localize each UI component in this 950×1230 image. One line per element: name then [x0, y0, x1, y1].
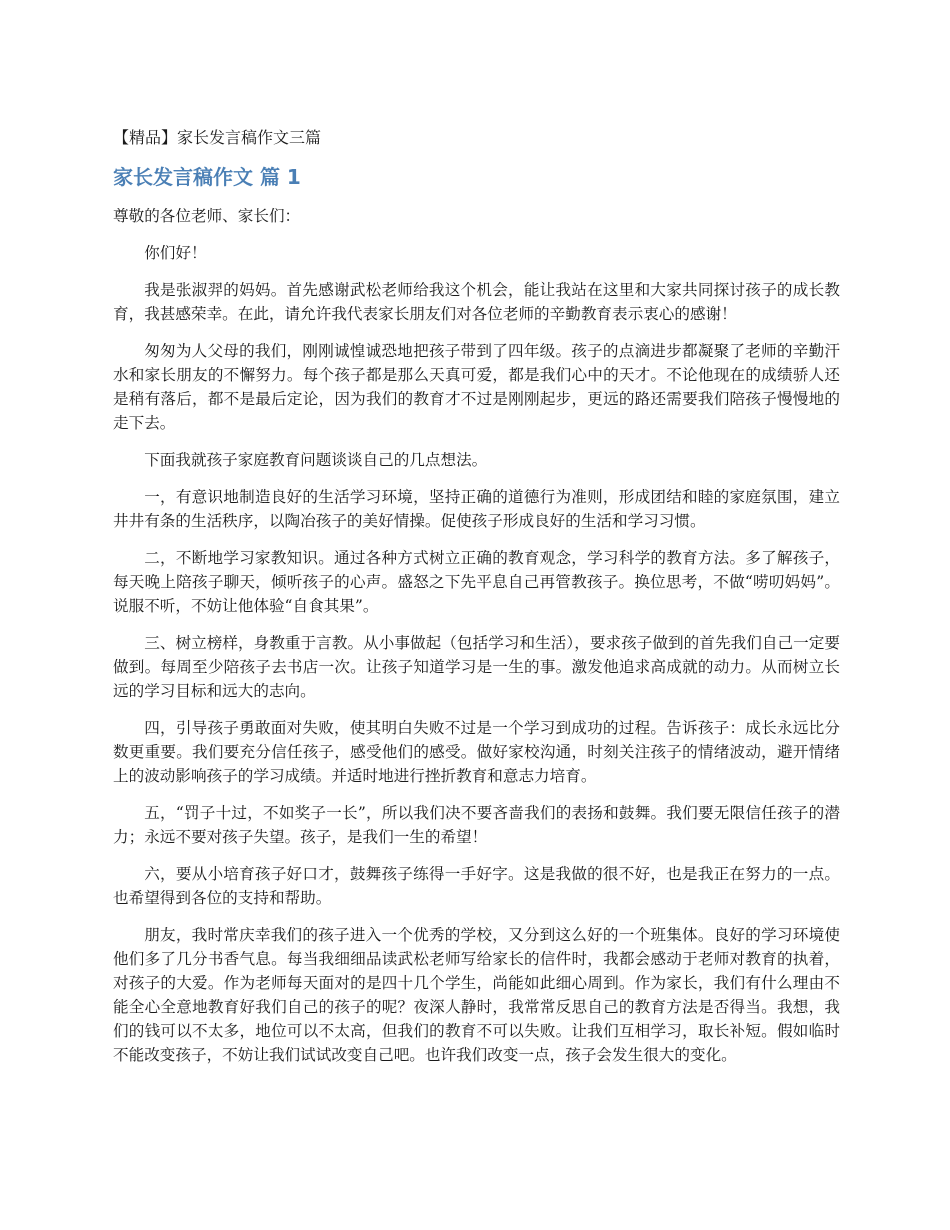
body-paragraph: 匆匆为人父母的我们，刚刚诚惶诚恐地把孩子带到了四年级。孩子的点滴进步都凝聚了老师的辛勤汗水和家长朋友的不懈努力。每个孩子都是那么天真可爱，都是我们心中的天才。不论他现在的成绩骄人还是稍有落后，都不是最后定论，因为我们的教育才不过是刚刚起步，更远的路还需要我们陪孩子慢慢地的走下去。: [113, 342, 840, 432]
body-paragraph: 三、树立榜样，身教重于言教。从小事做起（包括学习和生活），要求孩子做到的首先我们自己一定要做到。每周至少陪孩子去书店一次。让孩子知道学习是一生的事。激发他追求高成就的动力。从而树立长远的学习目标和远大的志向。: [113, 634, 840, 700]
body-paragraph: 我是张淑羿的妈妈。首先感谢武松老师给我这个机会，能让我站在这里和大家共同探讨孩子的成长教育，我甚感荣幸。在此，请允许我代表家长朋友们对各位老师的辛勤教育表示衷心的感谢！: [113, 281, 840, 323]
section-heading: 家长发言稿作文 篇 1: [113, 165, 301, 189]
body-paragraph: 下面我就孩子家庭教育问题谈谈自己的几点想法。: [144, 451, 488, 469]
greeting-paragraph: 你们好！: [144, 244, 207, 262]
body-paragraph: 六，要从小培育孩子好口才，鼓舞孩子练得一手好字。这是我做的很不好，也是我正在努力的一点。也希望得到各位的支持和帮助。: [113, 865, 840, 907]
document-title: 【精品】家长发言稿作文三篇: [113, 128, 322, 147]
body-paragraph: 一，有意识地制造良好的生活学习环境，坚持正确的道德行为准则，形成团结和睦的家庭氛围，建立井井有条的生活秩序，以陶冶孩子的美好情操。促使孩子形成良好的生活和学习习惯。: [113, 488, 840, 530]
article-body: [113, 204, 840, 1080]
body-paragraph: 四，引导孩子勇敢面对失败，使其明白失败不过是一个学习到成功的过程。告诉孩子：成长永远比分数更重要。我们要充分信任孩子，感受他们的感受。做好家校沟通，时刻关注孩子的情绪波动，避开情绪上的波动影响孩子的学习成绩。并适时地进行挫折教育和意志力培育。: [113, 719, 840, 785]
body-paragraph: 朋友，我时常庆幸我们的孩子进入一个优秀的学校，又分到这么好的一个班集体。良好的学习环境使他们多了几分书香气息。每当我细细品读武松老师写给家长的信件时，我都会感动于老师对教育的执着，对孩子的大爱。作为老师每天面对的是四十几个学生，尚能如此细心周到。作为家长，我们有什么理由不能全心全意地教育好我们自己的孩子的呢？夜深人静时，我常常反思自己的教育方法是否得当。我想，我们的钱可以不太多，地位可以不太高，但我们的教育不可以失败。让我们互相学习，取长补短。假如临时不能改变孩子，不妨让我们试试改变自己吧。也许我们改变一点，孩子会发生很大的变化。: [113, 926, 840, 1064]
body-paragraph: 二，不断地学习家教知识。通过各种方式树立正确的教育观念，学习科学的教育方法。多了解孩子，每天晚上陪孩子聊天，倾听孩子的心声。盛怒之下先平息自己再管教孩子。换位思考，不做“唠叨妈妈”。说服不听，不妨让他体验“自食其果”。: [113, 549, 840, 615]
body-paragraph: 五，“罚子十过，不如奖子一长”，所以我们决不要吝啬我们的表扬和鼓舞。我们要无限信任孩子的潜力；永远不要对孩子失望。孩子，是我们一生的希望！: [113, 804, 840, 846]
salutation-paragraph: 尊敬的各位老师、家长们：: [113, 207, 301, 225]
